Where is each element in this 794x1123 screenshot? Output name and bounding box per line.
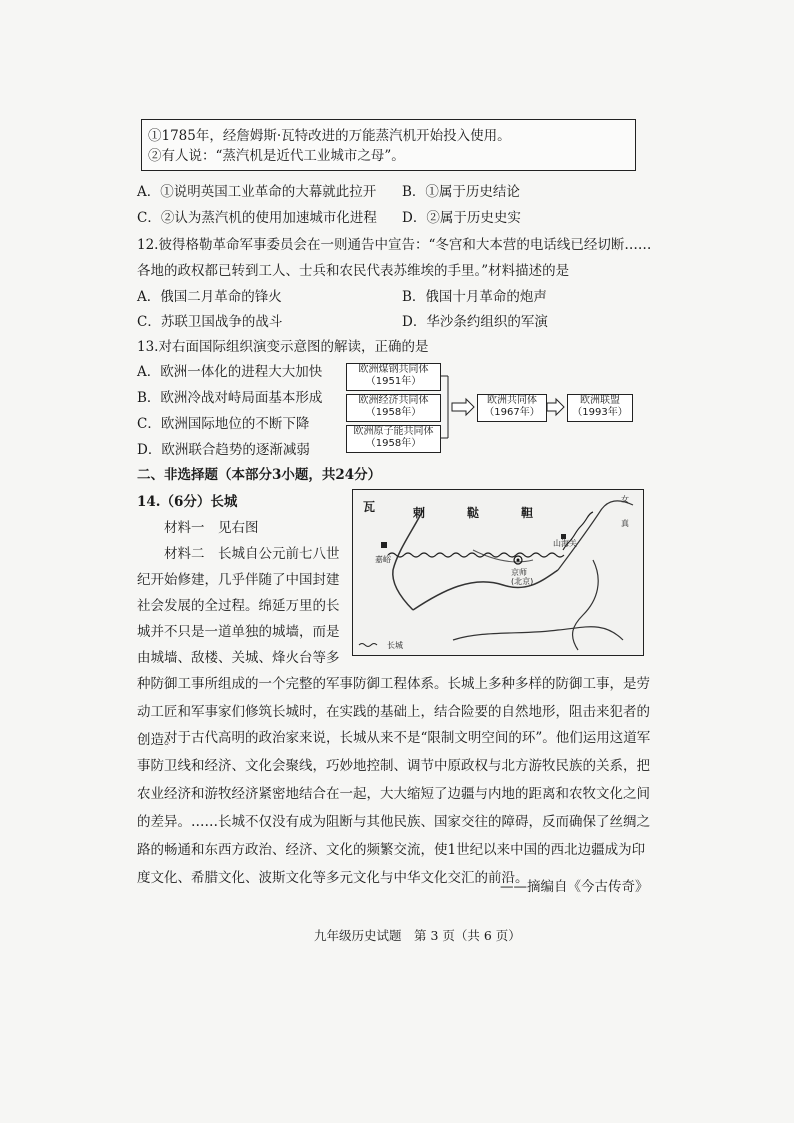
section2-header: 二、非选择题（本部分3小题，共24分） xyxy=(137,467,382,483)
eu-evolution-diagram xyxy=(344,360,644,450)
map-label-nv: 女 xyxy=(621,495,629,504)
map-label-jingshi: 京师 xyxy=(511,568,527,577)
q14-source: ——摘编自《今古传奇》 xyxy=(500,879,649,895)
org-ec: 欧洲共同体 （1967年） xyxy=(477,394,547,422)
q14-paragraph-2: 对于古代高明的政治家来说，长城从来不是“限制文明空间的环”。他们运用这道军事防卫线和经济、文化会聚线，巧妙地控制、调节中原政权与北方游牧民族的关系，把农业经济和游牧经济紧密地结合在一起，大大缩短了边疆与内地的距离和农牧文化之间的差异。……长城不仅没有成为阻断与其他民族、国家交往的障碍，反而确保了丝绸之路的畅通和东西方政治、经济、文化的频繁交流，使1世纪以来中国的西北边疆成为印度文化、希腊文化、波斯文化等多元文化与中华文化交汇的前沿。 xyxy=(137,730,651,886)
map-legend-label: 长城 xyxy=(387,641,403,650)
statement-1: ①1785年，经詹姆斯·瓦特改进的万能蒸汽机开始投入使用。 xyxy=(148,128,511,144)
statement-box xyxy=(141,119,636,171)
q12-stem-line2: 各地的政权都已转到工人、士兵和农民代表苏维埃的手里。”材料描述的是 xyxy=(137,263,570,279)
map-label-beijing: (北京) xyxy=(511,577,534,586)
q14-paragraph-continued: 种防御工事所组成的一个完整的军事防御工程体系。长城上多种多样的防御工事，是劳动工匠和军事家们修筑长城时，在实践的基础上，结合险要的自然地形，阻击来犯者的创造。 xyxy=(137,676,650,748)
q12-stem-line1: 12.彼得格勒革命军事委员会在一则通告中宣告：“冬宫和大本营的电话线已经切断…… xyxy=(137,237,652,253)
q14-material1: 材料一 见右图 xyxy=(164,520,259,536)
q14-material2-line3: 社会发展的全过程。绵延万里的长 xyxy=(137,598,340,614)
q14-material2-line1: 材料二 长城自公元前七八世 xyxy=(164,546,340,562)
q13-option-c: C．欧洲国际地位的不断下降 xyxy=(137,416,310,432)
map-char-4: 靼 xyxy=(521,506,534,520)
org-economic: 欧洲经济共同体 （1958年） xyxy=(346,394,441,422)
q13-option-a: A．欧洲一体化的进程大大加快 xyxy=(137,364,323,380)
org-coal-steel: 欧洲煤钢共同体 （1951年） xyxy=(346,363,441,391)
map-char-2: 剌 xyxy=(413,506,426,520)
q12-option-a: A．俄国二月革命的锋火 xyxy=(137,289,282,305)
q14-material2-line4: 城并不只是一道单独的城墙，而是 xyxy=(137,624,340,640)
page-footer: 九年级历史试题 第 3 页（共 6 页） xyxy=(314,928,521,943)
map-label-jiayuguan: 嘉峪 xyxy=(375,555,391,564)
q14-material2-line2: 纪开始修建，几乎伴随了中国封建 xyxy=(137,572,340,588)
q12-option-c: C．苏联卫国战争的战斗 xyxy=(137,314,283,330)
org-eu: 欧洲联盟 （1993年） xyxy=(567,394,633,422)
diagram-connectors xyxy=(344,360,644,455)
map-label-shanhaiguan: 山海关 xyxy=(553,539,577,548)
q11-option-a: A．①说明英国工业革命的大幕就此拉开 xyxy=(137,184,377,200)
q14-material2-line5: 由城墙、敌楼、关城、烽火台等多 xyxy=(137,650,340,666)
map-label-zhen: 真 xyxy=(621,519,629,528)
map-char-3: 鞑 xyxy=(467,506,480,520)
q11-option-d: D．②属于历史史实 xyxy=(402,210,521,226)
org-atomic: 欧洲原子能共同体 （1958年） xyxy=(346,425,441,453)
q11-option-b: B．①属于历史结论 xyxy=(402,184,520,200)
map-terrain xyxy=(353,490,643,655)
statement-2: ②有人说：“蒸汽机是近代工业城市之母”。 xyxy=(148,148,405,164)
q13-option-d: D．欧洲联合趋势的逐渐减弱 xyxy=(137,442,310,458)
q12-option-b: B．俄国十月革命的炮声 xyxy=(402,289,547,305)
q12-option-d: D．华沙条约组织的军演 xyxy=(402,314,548,330)
map-char-1: 瓦 xyxy=(363,500,376,514)
q11-option-c: C．②认为蒸汽机的使用加速城市化进程 xyxy=(137,210,377,226)
q13-option-b: B．欧洲冷战对峙局面基本形成 xyxy=(137,390,323,406)
great-wall-map xyxy=(352,489,644,656)
q13-stem: 13.对右面国际组织演变示意图的解读，正确的是 xyxy=(137,339,429,355)
q14-title: 14.（6分）长城 xyxy=(137,494,238,510)
